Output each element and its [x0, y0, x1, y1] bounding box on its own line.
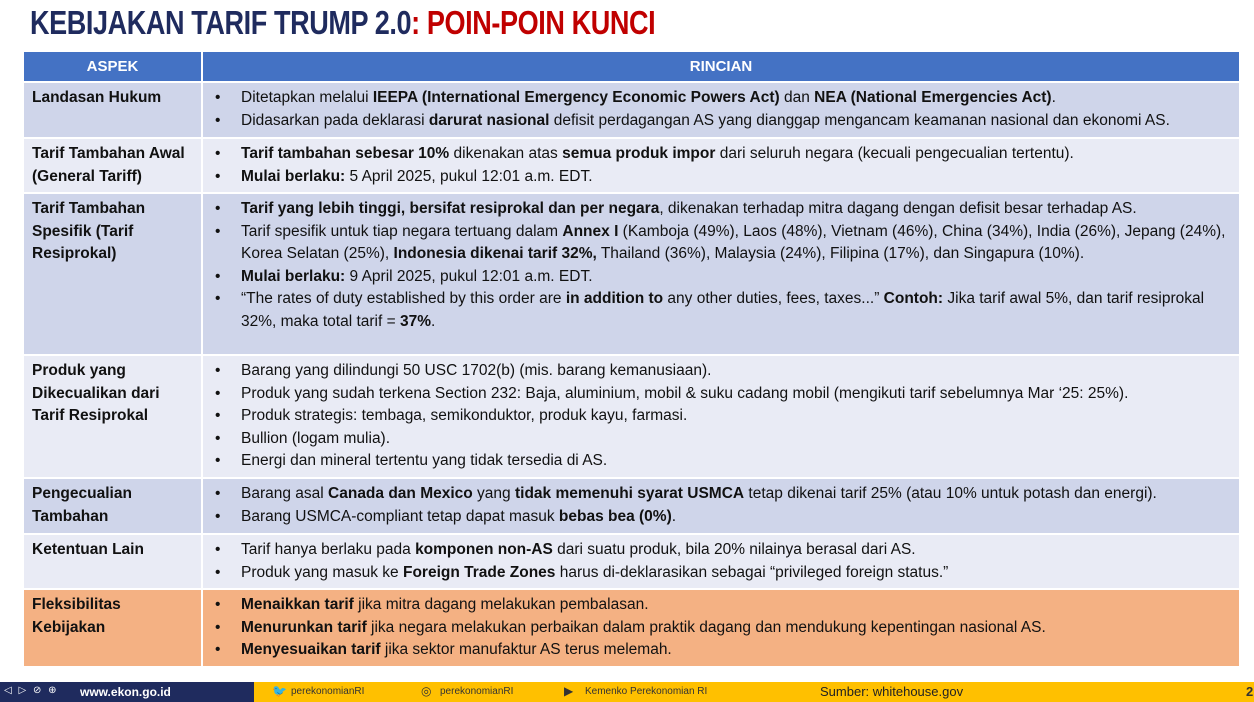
text: Produk strategis: tembaga, semikonduktor, produk kayu, farmasi.: [241, 407, 688, 424]
list-item: [211, 143, 1233, 166]
bold-text: Mulai berlaku:: [241, 167, 346, 185]
text: Tarif spesifik untuk tiap negara tertuang dalam: [241, 222, 563, 240]
detail-list: [211, 539, 1233, 584]
twitter-handle: perekonomianRI: [291, 686, 365, 697]
bold-text: Canada dan Mexico: [328, 485, 473, 502]
list-item: [211, 450, 1233, 473]
list-item: [211, 617, 1233, 640]
detail-cell: [202, 193, 1240, 355]
text: jika mitra dagang melakukan pembalasan.: [353, 596, 649, 613]
text: Ditetapkan melalui: [241, 89, 373, 106]
bullet-icon: •: [215, 641, 221, 658]
bullet-icon: •: [215, 111, 221, 129]
bullet-icon: •: [215, 362, 221, 379]
text: Jika tarif awal 5%, dan tarif resiprokal 32%, maka total tarif =: [241, 290, 1205, 330]
bold-text: Menyesuaikan tarif: [241, 641, 381, 658]
list-item: [211, 166, 1233, 189]
bullet-icon: •: [215, 145, 221, 162]
youtube-icon: ▶: [564, 684, 574, 698]
list-item: [211, 405, 1233, 428]
text: Bullion (logam mulia).: [241, 429, 391, 447]
bold-text: Menurunkan tarif: [241, 618, 367, 636]
header-aspek: ASPEK: [23, 51, 202, 82]
text: 9 April 2025, pukul 12:01 a.m. EDT.: [345, 267, 593, 285]
bold-text: Tarif yang lebih tinggi, bersifat resiprokal dan per negara: [241, 200, 660, 217]
detail-cell: [202, 589, 1240, 667]
footer-website-area: [0, 682, 254, 702]
list-item: [211, 198, 1233, 221]
list-item: [211, 539, 1233, 562]
bold-text: Foreign Trade Zones: [402, 563, 556, 581]
list-item: [211, 594, 1233, 617]
detail-cell: [202, 82, 1240, 138]
source-text: Sumber: whitehouse.gov: [820, 684, 964, 699]
page-number: 2: [1246, 684, 1254, 699]
bold-text: IEEPA (International Emergency Economic Powers Act): [372, 89, 780, 106]
bullet-icon: •: [215, 507, 221, 525]
bold-text: Tarif tambahan sebesar 10%: [241, 145, 450, 162]
text: Produk yang masuk ke: [241, 563, 403, 581]
bullet-icon: •: [215, 167, 221, 185]
page-title: [30, 4, 655, 42]
table-row: [23, 355, 1240, 478]
bold-text: 37%: [399, 312, 431, 330]
text: any other duties, fees, taxes...”: [663, 290, 884, 307]
text: .: [430, 312, 436, 330]
text: tetap dikenai tarif 25% (atau 10% untuk potash dan energi).: [744, 485, 1157, 502]
text: Barang asal: [241, 485, 329, 502]
table-row: [23, 478, 1240, 534]
text: Produk yang sudah terkena Section 232: Baja, aluminium, mobil & suku cadang mobil (mengikuti tarif sebelumnya Mar ‘25: 25%).: [241, 384, 1129, 402]
bold-text: in addition to: [565, 290, 664, 307]
detail-list: [211, 483, 1233, 528]
bullet-icon: •: [215, 618, 221, 636]
aspect-cell: Tarif Tambahan Spesifik (Tarif Resiprokal): [23, 193, 202, 355]
bullet-icon: •: [215, 384, 221, 402]
bold-text: NEA (National Emergencies Act): [814, 89, 1052, 106]
detail-list: [211, 87, 1233, 132]
table-row: [23, 138, 1240, 193]
detail-cell: [202, 355, 1240, 478]
bold-text: Contoh:: [883, 290, 944, 307]
detail-list: [211, 360, 1233, 473]
bold-text: komponen non-AS: [415, 541, 553, 558]
instagram-handle: perekonomianRI: [440, 686, 514, 697]
text: jika sektor manufaktur AS terus melemah.: [380, 641, 672, 658]
text: 5 April 2025, pukul 12:01 a.m. EDT.: [345, 167, 593, 185]
text: Barang USMCA-compliant tetap dapat masuk: [241, 507, 559, 525]
bold-text: Indonesia dikenai tarif 32%,: [393, 245, 597, 262]
bold-text: Mulai berlaku:: [241, 267, 346, 285]
bullet-icon: •: [215, 485, 221, 502]
text: harus di-deklarasikan sebagai “privileged foreign status.”: [555, 563, 949, 581]
bullet-icon: •: [215, 452, 221, 469]
bullet-icon: •: [215, 89, 221, 106]
youtube-channel: Kemenko Perekonomian RI: [585, 686, 708, 697]
text: dan: [779, 89, 815, 106]
slide-nav-icons[interactable]: ◁ ▷ ⊘ ⊕: [4, 685, 59, 696]
table-row: [23, 82, 1240, 138]
text: dari seluruh negara (kecuali pengecualian tertentu).: [715, 145, 1074, 162]
bullet-icon: •: [215, 596, 221, 613]
bold-text: semua produk impor: [562, 145, 716, 162]
bullet-icon: •: [215, 267, 221, 285]
title-main: KEBIJAKAN TARIF TRUMP 2.0: [30, 4, 412, 41]
list-item: [211, 428, 1233, 451]
text: yang: [472, 485, 515, 502]
bold-text: Annex I: [562, 222, 619, 240]
bold-text: darurat nasional: [428, 111, 550, 129]
list-item: [211, 483, 1233, 506]
instagram-icon: ◎: [421, 684, 432, 698]
bullet-icon: •: [215, 290, 221, 307]
bold-text: tidak memenuhi syarat USMCA: [514, 485, 745, 502]
text: .: [671, 507, 677, 525]
text: dikenakan atas: [449, 145, 563, 162]
text: jika negara melakukan perbaikan dalam praktik dagang dan mendukung kepentingan nasional AS.: [366, 618, 1046, 636]
table-row: [23, 193, 1240, 355]
list-item: [211, 87, 1233, 110]
footer-bar: [0, 682, 1254, 702]
bullet-icon: •: [215, 407, 221, 424]
aspect-cell: Pengecualian Tambahan: [23, 478, 202, 534]
text: , dikenakan terhadap mitra dagang dengan defisit besar terhadap AS.: [659, 200, 1137, 217]
bullet-icon: •: [215, 200, 221, 217]
text: Energi dan mineral tertentu yang tidak tersedia di AS.: [241, 452, 608, 469]
text: .: [1051, 89, 1056, 106]
aspect-cell: Fleksibilitas Kebijakan: [23, 589, 202, 667]
aspect-cell: Produk yang Dikecualikan dari Tarif Resiprokal: [23, 355, 202, 478]
header-rincian: RINCIAN: [202, 51, 1240, 82]
bold-text: bebas bea (0%): [558, 507, 672, 525]
title-highlight: : POIN-POIN KUNCI: [411, 4, 656, 41]
table-row: [23, 589, 1240, 667]
text: dari suatu produk, bila 20% nilainya berasal dari AS.: [552, 541, 916, 558]
aspect-cell: Ketentuan Lain: [23, 534, 202, 589]
detail-cell: [202, 138, 1240, 193]
bullet-icon: •: [215, 563, 221, 581]
list-item: [211, 506, 1233, 529]
list-item: [211, 383, 1233, 406]
detail-cell: [202, 478, 1240, 534]
detail-list: [211, 143, 1233, 188]
text: Didasarkan pada deklarasi: [241, 111, 429, 129]
policy-table: [22, 50, 1241, 668]
website-link[interactable]: www.ekon.go.id: [80, 685, 171, 699]
text: (Kamboja (49%), Laos (48%), Vietnam (46%), China (34%), India (26%), Jepang (24%), Korea Selatan (25%),: [241, 222, 1226, 262]
bullet-icon: •: [215, 222, 221, 240]
text: “The rates of duty established by this order are: [241, 290, 566, 307]
list-item: [211, 266, 1233, 289]
text: defisit perdagangan AS yang dianggap mengancam keamanan nasional dan ekonomi AS.: [549, 111, 1170, 129]
list-item: [211, 221, 1233, 266]
text: Thailand (36%), Malaysia (24%), Filipina (17%), dan Singapura (10%).: [596, 245, 1085, 262]
text: Barang yang dilindungi 50 USC 1702(b) (mis. barang kemanusiaan).: [241, 362, 712, 379]
detail-list: [211, 198, 1233, 333]
list-item: [211, 562, 1233, 585]
detail-cell: [202, 534, 1240, 589]
aspect-cell: Tarif Tambahan Awal (General Tariff): [23, 138, 202, 193]
table-row: [23, 534, 1240, 589]
detail-list: [211, 594, 1233, 662]
bold-text: Menaikkan tarif: [241, 596, 354, 613]
text: Tarif hanya berlaku pada: [241, 541, 416, 558]
twitter-icon: 🐦: [272, 684, 287, 698]
bullet-icon: •: [215, 541, 221, 558]
list-item: [211, 360, 1233, 383]
bullet-icon: •: [215, 429, 221, 447]
list-item: [211, 288, 1233, 333]
list-item: [211, 110, 1233, 133]
list-item: [211, 639, 1233, 662]
aspect-cell: Landasan Hukum: [23, 82, 202, 138]
